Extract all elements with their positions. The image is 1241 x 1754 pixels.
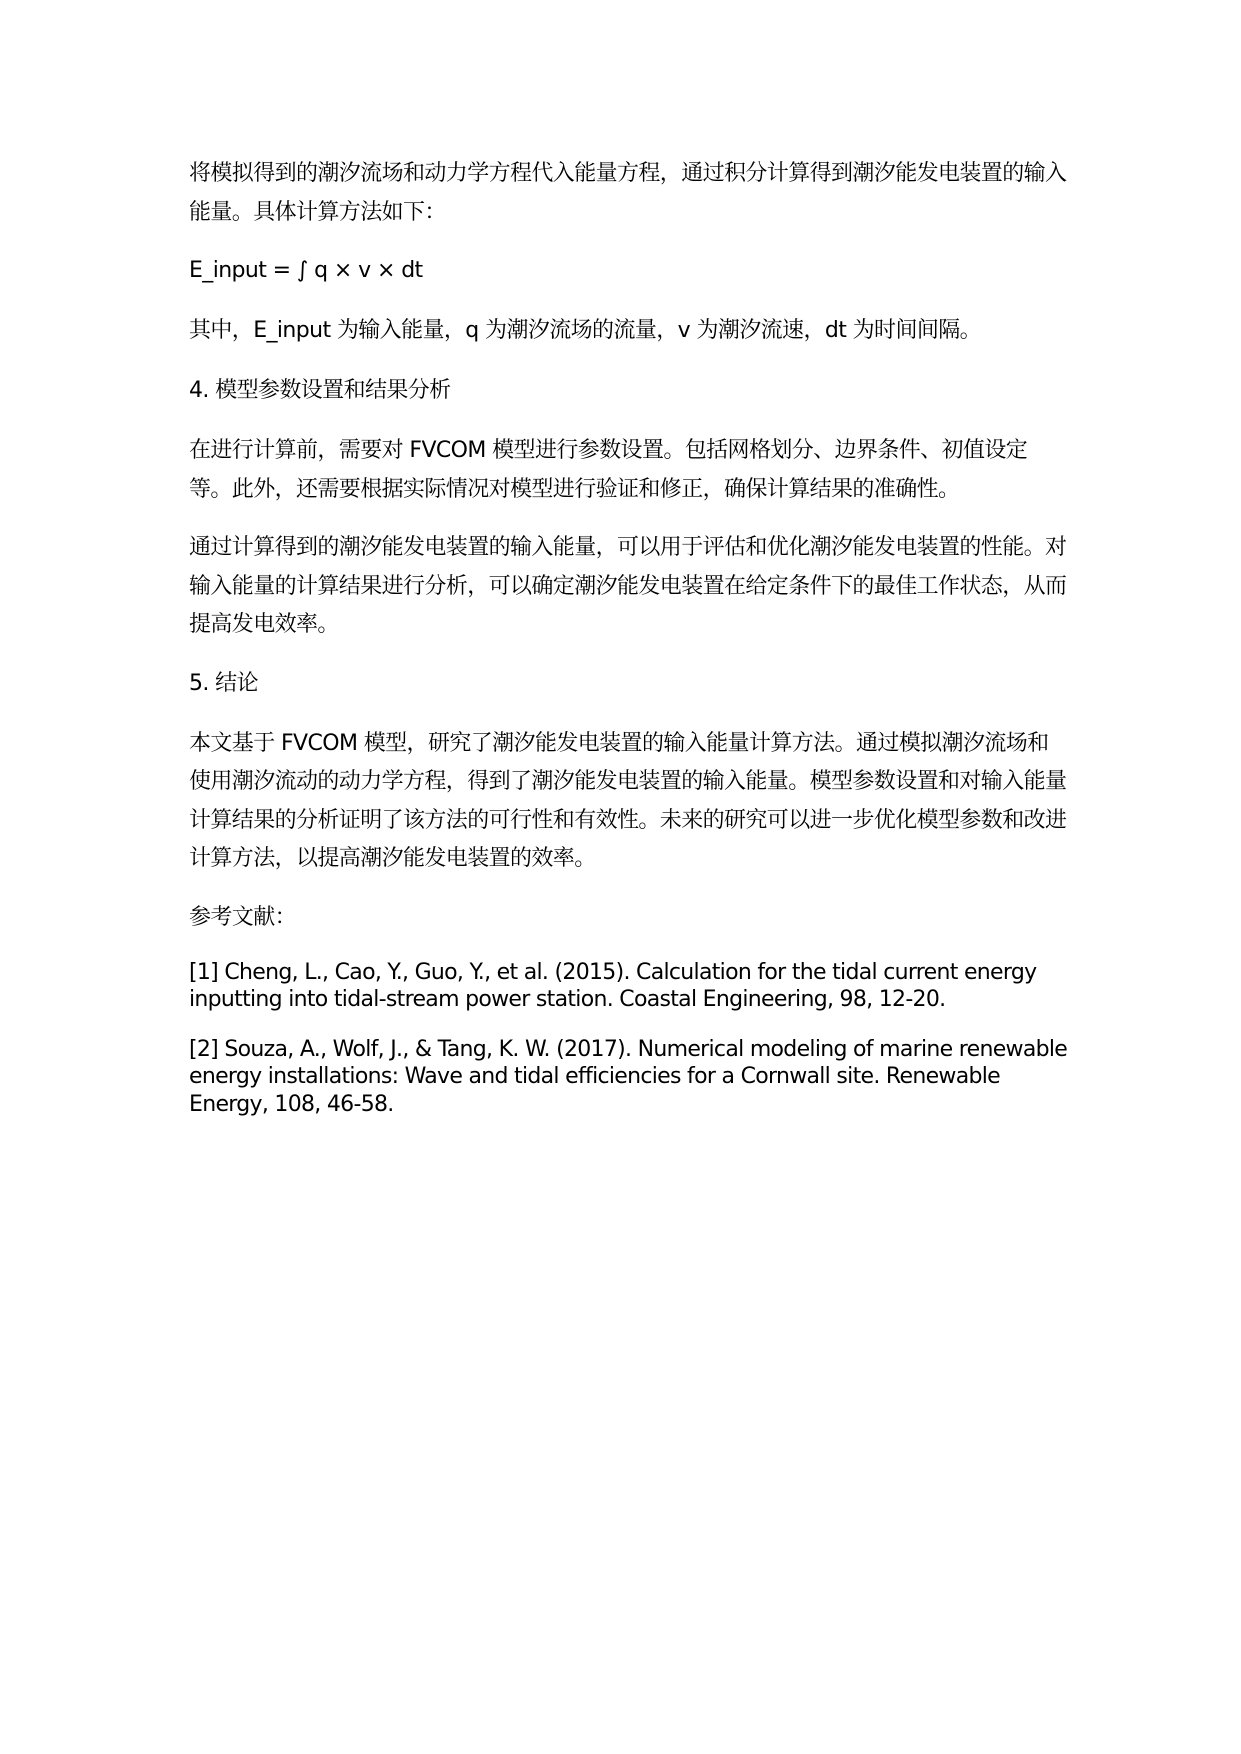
section-heading-4: 4. 模型参数设置和结果分析: [189, 378, 451, 403]
reference-2: [2] Souza, A., Wolf, J., & Tang, K. W. (2017). Numerical modeling of marine renewable energy installations: Wave and tidal efficiencies for a Cornwall site. Renewable Energy, 108, 46-58.: [189, 1036, 1068, 1117]
formula-e-input: E_input = ∫ q × v × dt: [189, 258, 423, 283]
reference-1: [1] Cheng, L., Cao, Y., Guo, Y., et al. (2015). Calculation for the tidal current energy inputting into tidal-stream power station. Coastal Engineering, 98, 12-20.: [189, 959, 1037, 1012]
paragraph-energy-equation: 将模拟得到的潮汐流场和动力学方程代入能量方程，通过积分计算得到潮汐能发电装置的输入能量。具体计算方法如下：: [189, 161, 1067, 225]
section-heading-5: 5. 结论: [189, 670, 258, 696]
paragraph-result-analysis: 通过计算得到的潮汐能发电装置的输入能量，可以用于评估和优化潮汐能发电装置的性能。对输入能量的计算结果进行分析，可以确定潮汐能发电装置在给定条件下的最佳工作状态，从而提高发电效率。: [189, 535, 1067, 637]
paragraph-conclusion: 本文基于 FVCOM 模型，研究了潮汐能发电装置的输入能量计算方法。通过模拟潮汐流场和使用潮汐流动的动力学方程，得到了潮汐能发电装置的输入能量。模型参数设置和对输入能量计算结果的分析证明了该方法的可行性和有效性。未来的研究可以进一步优化模型参数和改进计算方法，以提高潮汐能发电装置的效率。: [189, 730, 1067, 871]
references-heading: 参考文献：: [189, 904, 297, 930]
paragraph-formula-definitions: 其中，E_input 为输入能量，q 为潮汐流场的流量，v 为潮汐流速，dt 为时间间隔。: [189, 318, 982, 343]
document-body: [189, 155, 1069, 1140]
paragraph-parameter-setup: 在进行计算前，需要对 FVCOM 模型进行参数设置。包括网格划分、边界条件、初值设定等。此外，还需要根据实际情况对模型进行验证和修正，确保计算结果的准确性。: [189, 438, 1028, 502]
